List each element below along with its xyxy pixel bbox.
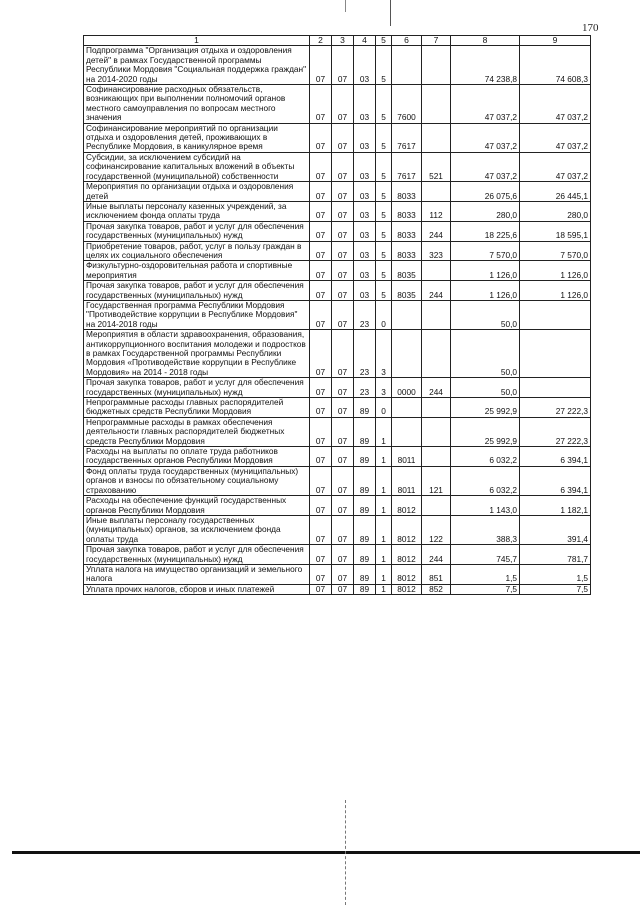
amount-cell: 25 992,9 — [451, 398, 520, 418]
code-cell: 0000 — [392, 378, 422, 398]
table-row — [84, 545, 591, 565]
code-cell: 8012 — [392, 545, 422, 565]
code-cell — [422, 123, 451, 152]
code-cell: 03 — [354, 46, 376, 85]
code-cell: 03 — [354, 221, 376, 241]
item-name-cell: Расходы на выплаты по оплате труда работников государственных органов Республики Мордовия — [84, 447, 310, 467]
amount-cell: 7 570,0 — [451, 241, 520, 261]
amount-cell: 47 037,2 — [520, 123, 591, 152]
code-cell: 07 — [310, 447, 332, 467]
amount-cell: 50,0 — [451, 378, 520, 398]
amount-cell: 26 075,6 — [451, 182, 520, 202]
code-cell — [392, 46, 422, 85]
code-cell: 07 — [332, 241, 354, 261]
amount-cell: 47 037,2 — [451, 123, 520, 152]
amount-cell: 388,3 — [451, 515, 520, 544]
code-cell: 07 — [332, 515, 354, 544]
column-header: 9 — [520, 36, 591, 46]
amount-cell: 26 445,1 — [520, 182, 591, 202]
amount-cell: 18 595,1 — [520, 221, 591, 241]
code-cell: 89 — [354, 447, 376, 467]
code-cell: 07 — [332, 123, 354, 152]
table-row — [84, 584, 591, 594]
code-cell: 8012 — [392, 515, 422, 544]
item-name-cell: Софинансирование расходных обязательств, возникающих при выполнении полномочий органов местного самоуправления по вопросам местного значения — [84, 85, 310, 124]
code-cell: 03 — [354, 261, 376, 281]
code-cell: 244 — [422, 545, 451, 565]
table-row — [84, 201, 591, 221]
code-cell: 07 — [332, 447, 354, 467]
amount-cell: 1 182,1 — [520, 496, 591, 516]
code-cell — [422, 46, 451, 85]
code-cell: 5 — [376, 201, 392, 221]
amount-cell: 18 225,6 — [451, 221, 520, 241]
amount-cell: 50,0 — [451, 330, 520, 378]
item-name-cell: Приобретение товаров, работ, услуг в пользу граждан в целях их социального обеспечения — [84, 241, 310, 261]
table-row — [84, 417, 591, 446]
scan-mark — [345, 0, 346, 12]
item-name-cell: Прочая закупка товаров, работ и услуг для обеспечения государственных (муниципальных) нужд — [84, 281, 310, 301]
code-cell: 07 — [332, 152, 354, 181]
code-cell: 1 — [376, 447, 392, 467]
code-cell: 1 — [376, 545, 392, 565]
column-header: 2 — [310, 36, 332, 46]
code-cell — [392, 417, 422, 446]
code-cell: 07 — [332, 182, 354, 202]
code-cell: 8012 — [392, 564, 422, 584]
code-cell — [422, 417, 451, 446]
table-row — [84, 152, 591, 181]
code-cell: 8033 — [392, 221, 422, 241]
amount-cell: 50,0 — [451, 300, 520, 329]
code-cell: 1 — [376, 466, 392, 495]
amount-cell: 280,0 — [520, 201, 591, 221]
code-cell: 07 — [310, 545, 332, 565]
code-cell: 23 — [354, 378, 376, 398]
code-cell: 5 — [376, 182, 392, 202]
code-cell: 5 — [376, 123, 392, 152]
code-cell: 07 — [332, 281, 354, 301]
code-cell: 07 — [310, 241, 332, 261]
header-row — [84, 36, 591, 46]
table-row — [84, 46, 591, 85]
column-header: 6 — [392, 36, 422, 46]
amount-cell: 6 032,2 — [451, 447, 520, 467]
item-name-cell: Иные выплаты персоналу государственных (муниципальных) органов, за исключением фонда оплаты труда — [84, 515, 310, 544]
code-cell: 5 — [376, 152, 392, 181]
code-cell: 03 — [354, 182, 376, 202]
table-row — [84, 515, 591, 544]
column-header: 5 — [376, 36, 392, 46]
code-cell: 8011 — [392, 447, 422, 467]
code-cell: 03 — [354, 85, 376, 124]
code-cell: 112 — [422, 201, 451, 221]
item-name-cell: Государственная программа Республики Мордовия "Противодействие коррупции в Республике Мордовия" на 2014-2018 годы — [84, 300, 310, 329]
amount-cell: 391,4 — [520, 515, 591, 544]
code-cell: 07 — [310, 201, 332, 221]
amount-cell: 1 126,0 — [520, 261, 591, 281]
code-cell: 07 — [310, 300, 332, 329]
code-cell: 8033 — [392, 201, 422, 221]
code-cell: 89 — [354, 545, 376, 565]
column-header: 7 — [422, 36, 451, 46]
code-cell: 07 — [310, 46, 332, 85]
code-cell: 03 — [354, 123, 376, 152]
code-cell — [392, 300, 422, 329]
code-cell: 07 — [310, 152, 332, 181]
table-row — [84, 378, 591, 398]
amount-cell — [520, 378, 591, 398]
amount-cell: 25 992,9 — [451, 417, 520, 446]
code-cell: 89 — [354, 584, 376, 594]
amount-cell: 1 126,0 — [451, 281, 520, 301]
code-cell — [422, 398, 451, 418]
code-cell: 1 — [376, 584, 392, 594]
code-cell: 07 — [310, 466, 332, 495]
code-cell: 3 — [376, 330, 392, 378]
amount-cell: 74 238,8 — [451, 46, 520, 85]
code-cell: 07 — [332, 398, 354, 418]
code-cell: 1 — [376, 417, 392, 446]
code-cell — [422, 330, 451, 378]
amount-cell: 1 143,0 — [451, 496, 520, 516]
amount-cell: 781,7 — [520, 545, 591, 565]
code-cell: 07 — [310, 515, 332, 544]
amount-cell: 6 032,2 — [451, 466, 520, 495]
code-cell — [422, 496, 451, 516]
code-cell: 07 — [332, 417, 354, 446]
code-cell: 7617 — [392, 123, 422, 152]
table-row — [84, 85, 591, 124]
code-cell: 5 — [376, 261, 392, 281]
amount-cell: 6 394,1 — [520, 466, 591, 495]
table-row — [84, 564, 591, 584]
code-cell: 89 — [354, 564, 376, 584]
item-name-cell: Непрограммные расходы главных распорядителей бюджетных средств Республики Мордовия — [84, 398, 310, 418]
code-cell: 89 — [354, 515, 376, 544]
column-header: 3 — [332, 36, 354, 46]
page-number: 170 — [582, 22, 599, 34]
amount-cell: 7,5 — [451, 584, 520, 594]
code-cell — [392, 330, 422, 378]
code-cell: 07 — [310, 85, 332, 124]
table-row — [84, 261, 591, 281]
code-cell: 07 — [332, 201, 354, 221]
item-name-cell: Фонд оплаты труда государственных (муниципальных) органов и взносы по обязательному социальному страхованию — [84, 466, 310, 495]
code-cell — [422, 447, 451, 467]
item-name-cell: Прочая закупка товаров, работ и услуг для обеспечения государственных (муниципальных) нужд — [84, 545, 310, 565]
code-cell: 8033 — [392, 182, 422, 202]
amount-cell: 280,0 — [451, 201, 520, 221]
code-cell: 07 — [310, 378, 332, 398]
amount-cell: 7 570,0 — [520, 241, 591, 261]
column-header: 1 — [84, 36, 310, 46]
amount-cell: 27 222,3 — [520, 398, 591, 418]
code-cell — [392, 398, 422, 418]
item-name-cell: Иные выплаты персоналу казенных учреждений, за исключением фонда оплаты труда — [84, 201, 310, 221]
code-cell: 8011 — [392, 466, 422, 495]
amount-cell: 47 037,2 — [451, 85, 520, 124]
item-name-cell: Мероприятия по организации отдыха и оздоровления детей — [84, 182, 310, 202]
code-cell: 8035 — [392, 261, 422, 281]
code-cell: 07 — [310, 496, 332, 516]
code-cell: 5 — [376, 221, 392, 241]
code-cell: 07 — [332, 545, 354, 565]
amount-cell — [520, 300, 591, 329]
table-row — [84, 182, 591, 202]
code-cell: 89 — [354, 466, 376, 495]
code-cell: 5 — [376, 85, 392, 124]
code-cell: 0 — [376, 398, 392, 418]
code-cell: 07 — [310, 330, 332, 378]
code-cell — [422, 300, 451, 329]
table-row — [84, 330, 591, 378]
table-row — [84, 241, 591, 261]
code-cell: 89 — [354, 417, 376, 446]
code-cell: 07 — [310, 584, 332, 594]
amount-cell: 47 037,2 — [451, 152, 520, 181]
item-name-cell: Подпрограмма "Организация отдыха и оздоровления детей" в рамках Государственной программы Республики Мордовия "Социальная поддержка граждан" на 2014-2020 годы — [84, 46, 310, 85]
code-cell: 8012 — [392, 584, 422, 594]
amount-cell: 6 394,1 — [520, 447, 591, 467]
code-cell: 03 — [354, 241, 376, 261]
code-cell: 3 — [376, 378, 392, 398]
code-cell: 851 — [422, 564, 451, 584]
amount-cell: 1,5 — [451, 564, 520, 584]
code-cell: 07 — [332, 261, 354, 281]
table-row — [84, 447, 591, 467]
code-cell: 244 — [422, 281, 451, 301]
item-name-cell: Непрограммные расходы в рамках обеспечения деятельности главных распорядителей бюджетных средств Республики Мордовия — [84, 417, 310, 446]
amount-cell — [520, 330, 591, 378]
code-cell: 07 — [310, 261, 332, 281]
code-cell: 1 — [376, 496, 392, 516]
code-cell: 89 — [354, 398, 376, 418]
code-cell: 07 — [332, 300, 354, 329]
amount-cell: 1 126,0 — [520, 281, 591, 301]
code-cell: 07 — [310, 398, 332, 418]
code-cell: 07 — [332, 85, 354, 124]
code-cell: 5 — [376, 241, 392, 261]
code-cell — [422, 261, 451, 281]
code-cell: 03 — [354, 281, 376, 301]
item-name-cell: Расходы на обеспечение функций государственных органов Республики Мордовия — [84, 496, 310, 516]
code-cell: 07 — [310, 417, 332, 446]
scan-fold-line — [345, 800, 346, 905]
code-cell: 244 — [422, 221, 451, 241]
code-cell: 07 — [332, 221, 354, 241]
item-name-cell: Уплата прочих налогов, сборов и иных платежей — [84, 584, 310, 594]
amount-cell: 1,5 — [520, 564, 591, 584]
table-row — [84, 300, 591, 329]
code-cell — [422, 182, 451, 202]
item-name-cell: Прочая закупка товаров, работ и услуг для обеспечения государственных (муниципальных) нужд — [84, 378, 310, 398]
code-cell: 5 — [376, 46, 392, 85]
table-body — [84, 46, 591, 595]
amount-cell: 47 037,2 — [520, 85, 591, 124]
code-cell: 03 — [354, 201, 376, 221]
code-cell: 07 — [332, 46, 354, 85]
code-cell: 323 — [422, 241, 451, 261]
amount-cell: 745,7 — [451, 545, 520, 565]
column-header: 4 — [354, 36, 376, 46]
code-cell: 8033 — [392, 241, 422, 261]
code-cell: 8012 — [392, 496, 422, 516]
code-cell: 7617 — [392, 152, 422, 181]
code-cell: 521 — [422, 152, 451, 181]
item-name-cell: Софинансирование мероприятий по организации отдыха и оздоровления детей, проживающих в Республике Мордовия, в каникулярное время — [84, 123, 310, 152]
amount-cell: 47 037,2 — [520, 152, 591, 181]
item-name-cell: Субсидии, за исключением субсидий на софинансирование капитальных вложений в объекты государственной (муниципальной) собственности — [84, 152, 310, 181]
code-cell: 07 — [310, 281, 332, 301]
code-cell: 07 — [332, 584, 354, 594]
code-cell: 07 — [332, 496, 354, 516]
code-cell: 8035 — [392, 281, 422, 301]
code-cell — [422, 85, 451, 124]
item-name-cell: Прочая закупка товаров, работ и услуг для обеспечения государственных (муниципальных) нужд — [84, 221, 310, 241]
code-cell: 1 — [376, 515, 392, 544]
amount-cell: 7,5 — [520, 584, 591, 594]
code-cell: 07 — [310, 221, 332, 241]
item-name-cell: Уплата налога на имущество организаций и земельного налога — [84, 564, 310, 584]
table-row — [84, 281, 591, 301]
code-cell: 121 — [422, 466, 451, 495]
page-bottom-rule — [12, 851, 640, 854]
code-cell: 1 — [376, 564, 392, 584]
code-cell: 07 — [332, 466, 354, 495]
item-name-cell: Физкультурно-оздоровительная работа и спортивные мероприятия — [84, 261, 310, 281]
column-header: 8 — [451, 36, 520, 46]
code-cell: 07 — [332, 330, 354, 378]
code-cell: 122 — [422, 515, 451, 544]
code-cell: 07 — [332, 564, 354, 584]
code-cell: 07 — [310, 564, 332, 584]
code-cell: 89 — [354, 496, 376, 516]
code-cell: 5 — [376, 281, 392, 301]
code-cell: 23 — [354, 300, 376, 329]
item-name-cell: Мероприятия в области здравоохранения, образования, антикоррупционного воспитания молодежи и подростков в рамках Государственной программы Республики Мордовия «Противодействие коррупции в Республике Мордовия» на 2014 - 2018 годы — [84, 330, 310, 378]
table-row — [84, 221, 591, 241]
code-cell: 852 — [422, 584, 451, 594]
code-cell: 07 — [310, 182, 332, 202]
budget-table — [83, 35, 591, 595]
code-cell: 07 — [310, 123, 332, 152]
code-cell: 03 — [354, 152, 376, 181]
amount-cell: 74 608,3 — [520, 46, 591, 85]
table-row — [84, 466, 591, 495]
code-cell: 0 — [376, 300, 392, 329]
code-cell: 07 — [332, 378, 354, 398]
amount-cell: 27 222,3 — [520, 417, 591, 446]
table-row — [84, 496, 591, 516]
code-cell: 244 — [422, 378, 451, 398]
amount-cell: 1 126,0 — [451, 261, 520, 281]
table-row — [84, 123, 591, 152]
table-row — [84, 398, 591, 418]
code-cell: 7600 — [392, 85, 422, 124]
code-cell: 23 — [354, 330, 376, 378]
scan-mark — [390, 0, 391, 26]
